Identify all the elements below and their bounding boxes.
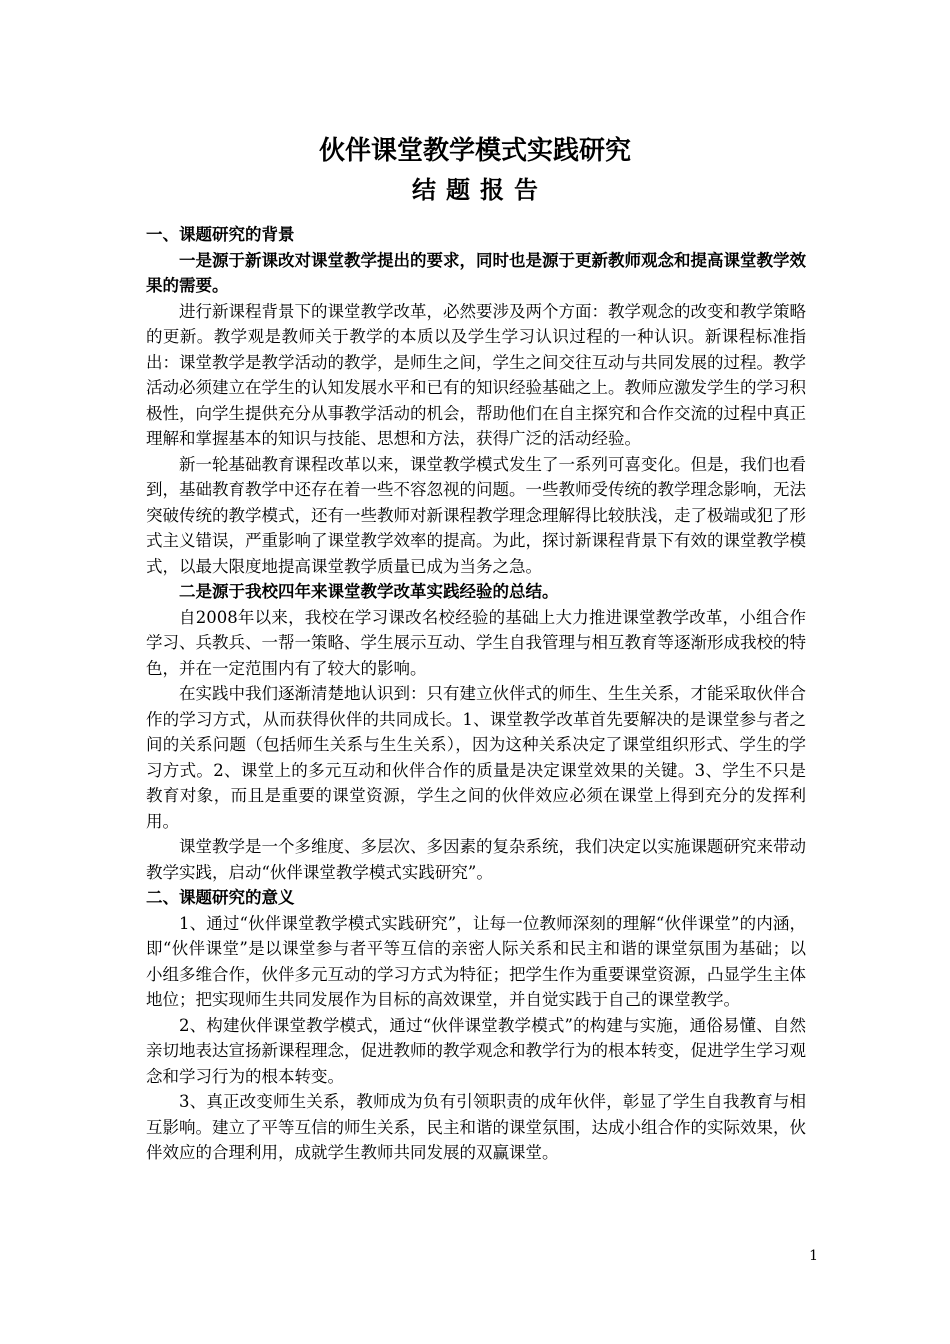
body-paragraph: 进行新课程背景下的课堂教学改革，必然要涉及两个方面：教学观念的改变和教学策略的更新。教学观是教师关于教学的本质以及学生学习认识过程的一种认识。新课程标准指出：课堂教学是教学活动的教学，是师生之间，学生之间交往互动与共同发展的过程。教学活动必须建立在学生的认知发展水平和已有的知识经验基础之上。教师应激发学生的学习积极性，向学生提供充分从事教学活动的机会，帮助他们在自主探究和合作交流的过程中真正理解和掌握基本的知识与技能、思想和方法，获得广泛的活动经验。 [146, 301, 806, 448]
section-heading-significance: 二、课题研究的意义 [146, 888, 295, 907]
document-title: 伙伴课堂教学模式实践研究 [318, 136, 631, 166]
body-paragraph: 新一轮基础教育课程改革以来，课堂教学模式发生了一系列可喜变化。但是，我们也看到，基础教育教学中还存在着一些不容忽视的问题。一些教师受传统的教学理念影响，无法突破传统的教学模式，还有一些教师对新课程教学理念理解得比较肤浅，走了极端或犯了形式主义错误，严重影响了课堂教学效率的提高。为此，探讨新课程背景下有效的课堂教学模式，以最大限度地提高课堂教学质量已成为当务之急。 [146, 454, 806, 576]
body-paragraph: 课堂教学是一个多维度、多层次、多因素的复杂系统，我们决定以实施课题研究来带动教学实践，启动“伙伴课堂教学模式实践研究”。 [146, 837, 806, 882]
body-paragraph: 自2008年以来，我校在学习课改名校经验的基础上大力推进课堂教学改革，小组合作学习、兵教兵、一帮一策略、学生展示互动、学生自我管理与相互教育等逐渐形成我校的特色，并在一定范围内有了较大的影响。 [146, 607, 806, 678]
body-paragraph: 1、通过“伙伴课堂教学模式实践研究”，让每一位教师深刻的理解“伙伴课堂”的内涵，即“伙伴课堂”是以课堂参与者平等互信的亲密人际关系和民主和谐的课堂氛围为基础；以小组多维合作，伙伴多元互动的学习方式为特征；把学生作为重要课堂资源，凸显学生主体地位；把实现师生共同发展作为目标的高效课堂，并自觉实践于自己的课堂教学。 [146, 913, 806, 1009]
bold-paragraph-reason-two: 二是源于我校四年来课堂教学改革实践经验的总结。 [179, 582, 559, 601]
bold-paragraph-reason-one: 一是源于新课改对课堂教学提出的要求，同时也是源于更新教师观念和提高课堂教学效果的需要。 [146, 250, 806, 295]
document-subtitle: 结题报告 [412, 175, 548, 204]
document-body [146, 222, 806, 1166]
section-heading-background: 一、课题研究的背景 [146, 225, 295, 244]
page-number: 1 [809, 1248, 818, 1264]
body-paragraph: 2、构建伙伴课堂教学模式，通过“伙伴课堂教学模式”的构建与实施，通俗易懂、自然亲切地表达宣扬新课程理念，促进教师的教学观念和教学行为的根本转变，促进学生学习观念和学习行为的根本转变。 [146, 1015, 806, 1086]
body-paragraph: 3、真正改变师生关系，教师成为负有引领职责的成年伙伴，彰显了学生自我教育与相互影响。建立了平等互信的师生关系，民主和谐的课堂氛围，达成小组合作的实际效果，伙伴效应的合理利用，成就学生教师共同发展的双赢课堂。 [146, 1092, 806, 1162]
body-paragraph: 在实践中我们逐渐清楚地认识到：只有建立伙伴式的师生、生生关系，才能采取伙伴合作的学习方式，从而获得伙伴的共同成长。1、课堂教学改革首先要解决的是课堂参与者之间的关系问题（包括师生关系与生生关系），因为这种关系决定了课堂组织形式、学生的学习方式。2、课堂上的多元互动和伙伴合作的质量是决定课堂效果的关键。3、学生不只是教育对象，而且是重要的课堂资源，学生之间的伙伴效应必须在课堂上得到充分的发挥利用。 [146, 684, 806, 831]
